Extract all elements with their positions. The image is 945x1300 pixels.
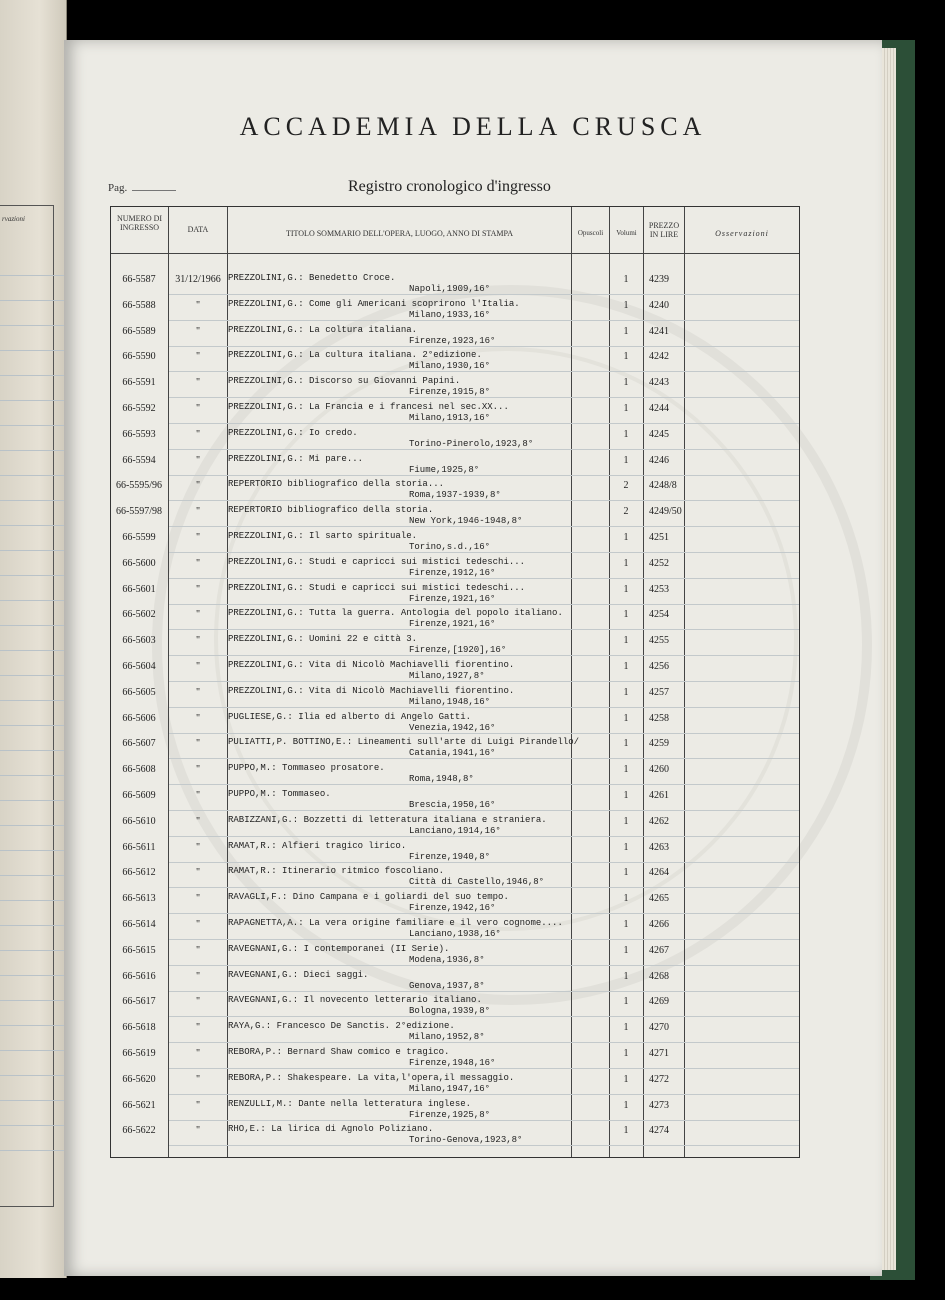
entry-title: REPERTORIO bibliografico della storia. xyxy=(228,505,434,516)
entry-date: " xyxy=(195,299,201,311)
register-entry xyxy=(111,630,799,656)
register-entry xyxy=(111,1069,799,1095)
register-entry xyxy=(111,991,799,1017)
entry-volumes: 1 xyxy=(623,1099,629,1111)
entry-place: Firenze,1925,8° xyxy=(409,1109,491,1120)
entry-date: " xyxy=(195,1125,201,1137)
entry-volumes: 1 xyxy=(623,377,629,389)
entry-volumes: 1 xyxy=(623,996,629,1008)
entry-date: " xyxy=(195,557,201,569)
entry-place: Brescia,1950,16° xyxy=(409,800,496,810)
entry-place: Torino-Pinerolo,1923,8° xyxy=(409,438,534,449)
entry-title: RENZULLI,M.: Dante nella letteratura inglese. xyxy=(228,1098,472,1109)
entry-date: " xyxy=(195,1048,201,1059)
entry-volumes: 1 xyxy=(623,1125,629,1137)
entry-number: 66-5601 xyxy=(122,583,156,595)
entry-price: 4255 xyxy=(649,635,669,647)
register-entry xyxy=(111,501,799,527)
entry-date: " xyxy=(195,893,201,905)
entry-number: 66-5621 xyxy=(122,1099,156,1111)
register-entry xyxy=(111,1017,799,1043)
entry-volumes: 1 xyxy=(623,815,629,827)
entry-title: RAVEGNANI,G.: Il novecento letterario italiano. xyxy=(228,995,482,1006)
entry-volumes: 1 xyxy=(623,351,629,363)
entry-number: 66-5612 xyxy=(122,867,156,879)
entry-title: PREZZOLINI,G.: Benedetto Croce. xyxy=(228,273,396,283)
entry-title: PREZZOLINI,G.: Come gli Americani scoprirono l'Italia. xyxy=(228,298,520,309)
entry-place: Bologna,1939,8° xyxy=(409,1006,491,1017)
register-entry xyxy=(111,346,799,372)
register-table xyxy=(110,206,800,1158)
entry-price: 4239 xyxy=(649,274,669,285)
entry-date: " xyxy=(195,480,201,492)
entry-price: 4257 xyxy=(649,686,669,698)
entry-title: REPERTORIO bibliografico della storia... xyxy=(228,479,445,490)
entry-date: " xyxy=(195,867,201,879)
register-title: Registro cronologico d'ingresso xyxy=(348,178,551,195)
entry-title: REBORA,P.: Shakespeare. La vita,l'opera,il messaggio. xyxy=(228,1072,515,1083)
entry-title: PREZZOLINI,G.: Mi pare... xyxy=(228,453,364,464)
entry-volumes: 1 xyxy=(623,661,629,672)
register-entry xyxy=(111,914,799,940)
entry-title: PREZZOLINI,G.: Uomini 22 e città 3. xyxy=(228,634,418,645)
entry-title: PUPPO,M.: Tommaseo prosatore. xyxy=(228,763,385,774)
entry-date: " xyxy=(195,970,201,982)
entry-volumes: 1 xyxy=(623,325,629,337)
entry-date: " xyxy=(195,351,201,363)
entry-volumes: 1 xyxy=(623,764,629,776)
entry-place: Roma,1948,8° xyxy=(409,774,474,785)
entry-number: 66-5605 xyxy=(122,686,156,698)
entry-price: 4269 xyxy=(649,996,669,1008)
entry-place: Lanciano,1914,16° xyxy=(409,825,501,836)
entry-volumes: 1 xyxy=(623,403,629,414)
entry-title: PREZZOLINI,G.: Studi e capricci sui mistici tedeschi... xyxy=(228,556,526,567)
entry-number: 66-5608 xyxy=(122,764,156,776)
entry-price: 4243 xyxy=(649,377,669,389)
entry-place: Milano,1913,16° xyxy=(409,413,491,423)
entry-place: Milano,1930,16° xyxy=(409,361,491,372)
entry-price: 4253 xyxy=(649,583,669,595)
column-header-opuscoli: Opuscoli xyxy=(577,229,604,237)
entry-place: Venezia,1942,16° xyxy=(409,722,496,733)
entry-price: 4273 xyxy=(649,1099,669,1111)
entry-place: Milano,1952,8° xyxy=(409,1032,485,1043)
entry-title: PREZZOLINI,G.: Discorso su Giovanni Papini. xyxy=(228,376,461,387)
entry-title: RABIZZANI,G.: Bozzetti di letteratura italiana e straniera. xyxy=(228,814,547,825)
entry-date: " xyxy=(195,1022,201,1034)
entry-number: 66-5593 xyxy=(122,428,156,440)
register-entry xyxy=(111,682,799,708)
register-entry xyxy=(111,398,799,424)
entry-number: 66-5602 xyxy=(122,609,156,621)
entry-number: 66-5619 xyxy=(122,1048,156,1059)
entry-number: 66-5622 xyxy=(122,1125,156,1137)
register-entry xyxy=(111,888,799,914)
register-entry xyxy=(111,321,799,347)
entry-place: Firenze,1923,16° xyxy=(409,335,496,346)
entry-price: 4251 xyxy=(649,532,669,543)
entry-number: 66-5599 xyxy=(122,532,156,543)
entry-title: RAPAGNETTA,A.: La vera origine familiare e il vero cognome.... xyxy=(228,918,563,928)
register-entry xyxy=(111,759,799,785)
entry-number: 66-5600 xyxy=(122,557,156,569)
column-header-osservazioni: Osservazioni xyxy=(715,229,769,238)
register-entry xyxy=(111,1095,799,1121)
entry-price: 4244 xyxy=(649,403,669,414)
entry-date: " xyxy=(195,919,201,930)
register-entry xyxy=(111,269,799,295)
entry-place: Firenze,1942,16° xyxy=(409,903,496,914)
register-entry xyxy=(111,940,799,966)
entry-number: 66-5614 xyxy=(122,919,156,930)
entry-volumes: 1 xyxy=(623,944,629,956)
entry-price: 4254 xyxy=(649,609,669,621)
page-number-line xyxy=(132,190,176,191)
register-page xyxy=(64,40,882,1276)
entry-price: 4248/8 xyxy=(649,480,677,492)
entry-number: 66-5611 xyxy=(122,841,156,853)
entry-volumes: 1 xyxy=(623,532,629,543)
entry-number: 66-5591 xyxy=(122,377,156,389)
entry-number: 66-5618 xyxy=(122,1022,156,1034)
left-page xyxy=(0,0,67,1278)
entry-number: 66-5616 xyxy=(122,970,156,982)
entry-volumes: 1 xyxy=(623,841,629,853)
entry-title: PREZZOLINI,G.: Vita di Nicolò Machiavelli fiorentino. xyxy=(228,685,515,696)
entry-date: " xyxy=(195,996,201,1008)
entry-place: Roma,1937-1939,8° xyxy=(409,490,501,501)
column-header-titolo: TITOLO SOMMARIO DELL'OPERA, LUOGO, ANNO DI STAMPA xyxy=(285,229,514,238)
register-entry xyxy=(111,372,799,398)
entry-price: 4249/50 xyxy=(649,506,682,518)
register-entry xyxy=(111,837,799,863)
entry-title: REBORA,P.: Bernard Shaw comico e tragico. xyxy=(228,1047,450,1057)
register-entry xyxy=(111,733,799,759)
entry-place: Torino-Genova,1923,8° xyxy=(409,1135,523,1146)
entry-place: Fiume,1925,8° xyxy=(409,464,480,475)
register-entry xyxy=(111,475,799,501)
entry-price: 4262 xyxy=(649,815,669,827)
entry-place: Firenze,1921,16° xyxy=(409,593,496,604)
entry-title: PREZZOLINI,G.: Studi e capricci sui mistici tedeschi... xyxy=(228,582,526,593)
entry-price: 4263 xyxy=(649,841,669,853)
entry-place: Lanciano,1938,16° xyxy=(409,929,501,939)
entry-price: 4261 xyxy=(649,790,669,801)
entry-number: 66-5590 xyxy=(122,351,156,363)
entry-title: RAVEGNANI,G.: I contemporanei (II Serie). xyxy=(228,943,450,954)
register-entry xyxy=(111,656,799,682)
entry-price: 4245 xyxy=(649,428,669,440)
entry-volumes: 1 xyxy=(623,686,629,698)
entry-date: " xyxy=(195,841,201,853)
entry-price: 4264 xyxy=(649,867,669,879)
entry-volumes: 1 xyxy=(623,454,629,466)
entry-number: 66-5594 xyxy=(122,454,156,466)
entry-number: 66-5588 xyxy=(122,299,156,311)
entry-date: " xyxy=(195,403,201,414)
entry-title: PREZZOLINI,G.: Il sarto spirituale. xyxy=(228,531,418,541)
entry-volumes: 1 xyxy=(623,557,629,569)
entry-number: 66-5615 xyxy=(122,944,156,956)
entry-place: Città di Castello,1946,8° xyxy=(409,877,545,888)
page-label: Pag. xyxy=(108,182,128,194)
entry-date: " xyxy=(195,1099,201,1111)
entry-place: Modena,1936,8° xyxy=(409,954,485,965)
entry-volumes: 1 xyxy=(623,274,629,285)
entry-title: RAMAT,R.: Alfieri tragico lirico. xyxy=(228,840,407,851)
column-header-data: DATA xyxy=(187,225,209,234)
entry-date: " xyxy=(195,583,201,595)
entry-title: PULIATTI,P. BOTTINO,E.: Lineamenti sull'arte di Luigi Pirandello/ xyxy=(228,737,580,748)
register-entry xyxy=(111,862,799,888)
entry-date: " xyxy=(195,428,201,440)
register-entry xyxy=(111,450,799,476)
entry-volumes: 1 xyxy=(623,970,629,982)
entry-price: 4252 xyxy=(649,557,669,569)
entry-price: 4271 xyxy=(649,1048,669,1059)
entry-number: 66-5610 xyxy=(122,815,156,827)
entry-title: PUGLIESE,G.: Ilia ed alberto di Angelo Gatti. xyxy=(228,711,472,722)
entry-place: New York,1946-1948,8° xyxy=(409,516,523,527)
entry-date: " xyxy=(195,609,201,621)
entry-title: RAVAGLI,F.: Dino Campana e i goliardi del suo tempo. xyxy=(228,892,509,903)
entry-title: PREZZOLINI,G.: La Francia e i francesi nel sec.XX... xyxy=(228,402,509,412)
entry-volumes: 2 xyxy=(623,480,629,492)
entry-price: 4270 xyxy=(649,1022,669,1034)
entry-volumes: 1 xyxy=(623,1048,629,1059)
register-entry xyxy=(111,579,799,605)
entry-price: 4256 xyxy=(649,661,669,672)
entry-place: Firenze,1948,16° xyxy=(409,1058,496,1068)
entry-price: 4272 xyxy=(649,1073,669,1085)
entry-price: 4246 xyxy=(649,454,669,466)
entry-place: Napoli,1909,16° xyxy=(409,284,491,294)
entry-place: Firenze,1912,16° xyxy=(409,567,496,578)
column-header-prezzo: PREZZO IN LIRE xyxy=(648,221,680,239)
entry-number: 66-5606 xyxy=(122,712,156,724)
entry-number: 66-5592 xyxy=(122,403,156,414)
entry-price: 4240 xyxy=(649,299,669,311)
entry-number: 66-5617 xyxy=(122,996,156,1008)
entry-place: Milano,1947,16° xyxy=(409,1083,491,1094)
column-header-volumi: Volumi xyxy=(616,229,637,237)
entry-title: PREZZOLINI,G.: Vita di Nicolò Machiavelli fiorentino. xyxy=(228,660,515,670)
register-entry xyxy=(111,527,799,553)
entry-volumes: 1 xyxy=(623,790,629,801)
entry-place: Firenze,1940,8° xyxy=(409,851,491,862)
entry-date: " xyxy=(195,712,201,724)
entry-place: Genova,1937,8° xyxy=(409,980,485,991)
entry-date: " xyxy=(195,790,201,801)
entry-price: 4266 xyxy=(649,919,669,930)
entry-title: RAMAT,R.: Itinerario ritmico foscoliano. xyxy=(228,866,445,877)
academy-title: ACCADEMIA DELLA CRUSCA xyxy=(239,112,707,141)
register-entry xyxy=(111,785,799,811)
entry-title: RAYA,G.: Francesco De Sanctis. 2°edizione. xyxy=(228,1021,455,1032)
register-entry xyxy=(111,708,799,734)
register-entry xyxy=(111,1120,799,1146)
entry-date: 31/12/1966 xyxy=(175,274,221,285)
entry-price: 4265 xyxy=(649,893,669,905)
entry-number: 66-5603 xyxy=(122,635,156,647)
entry-volumes: 1 xyxy=(623,299,629,311)
register-entry xyxy=(111,553,799,579)
entry-date: " xyxy=(195,325,201,337)
entry-price: 4241 xyxy=(649,325,669,337)
entry-date: " xyxy=(195,635,201,647)
register-entry xyxy=(111,811,799,837)
column-header-numero: NUMERO DI INGRESSO xyxy=(116,214,163,232)
register-entry xyxy=(111,966,799,992)
entry-date: " xyxy=(195,944,201,956)
entry-date: " xyxy=(195,1073,201,1085)
entry-date: " xyxy=(195,454,201,466)
entry-place: Firenze,1915,8° xyxy=(409,387,491,398)
entry-number: 66-5589 xyxy=(122,325,156,337)
entry-volumes: 1 xyxy=(623,1073,629,1085)
entry-place: Milano,1948,16° xyxy=(409,696,491,707)
entry-title: RHO,E.: La lirica di Agnolo Poliziano. xyxy=(228,1124,434,1135)
entry-volumes: 1 xyxy=(623,609,629,621)
entry-price: 4267 xyxy=(649,944,669,956)
entry-price: 4242 xyxy=(649,351,669,363)
entry-title: PREZZOLINI,G.: Io credo. xyxy=(228,427,358,438)
entry-volumes: 1 xyxy=(623,635,629,647)
entry-number: 66-5607 xyxy=(122,738,156,750)
entry-volumes: 1 xyxy=(623,712,629,724)
entry-price: 4259 xyxy=(649,738,669,750)
register-entry xyxy=(111,424,799,450)
entry-date: " xyxy=(195,815,201,827)
entry-price: 4260 xyxy=(649,764,669,776)
entry-volumes: 1 xyxy=(623,867,629,879)
entry-number: 66-5604 xyxy=(122,661,156,672)
entry-volumes: 1 xyxy=(623,738,629,750)
entry-date: " xyxy=(195,377,201,389)
register-entry xyxy=(111,295,799,321)
entry-place: Torino,s.d.,16° xyxy=(409,542,491,552)
entry-title: RAVEGNANI,G.: Dieci saggi. xyxy=(228,969,369,980)
entry-place: Milano,1927,8° xyxy=(409,671,485,681)
entry-volumes: 1 xyxy=(623,919,629,930)
entry-title: PUPPO,M.: Tommaseo. xyxy=(228,789,331,799)
entry-date: " xyxy=(195,686,201,698)
register-entry xyxy=(111,1043,799,1069)
entry-volumes: 2 xyxy=(623,506,629,518)
entry-date: " xyxy=(195,661,201,672)
entry-date: " xyxy=(195,506,201,518)
register-entry xyxy=(111,604,799,630)
entry-date: " xyxy=(195,532,201,543)
entry-place: Milano,1933,16° xyxy=(409,309,491,320)
entry-place: Catania,1941,16° xyxy=(409,748,496,759)
entry-title: PREZZOLINI,G.: La coltura italiana. xyxy=(228,324,418,335)
left-page-table xyxy=(0,205,54,1207)
entry-date: " xyxy=(195,764,201,776)
entry-title: PREZZOLINI,G.: La cultura italiana. 2°edizione. xyxy=(228,350,482,361)
entry-place: Firenze,[1920],16° xyxy=(409,645,507,656)
entry-title: PREZZOLINI,G.: Tutta la guerra. Antologia del popolo italiano. xyxy=(228,608,563,619)
entry-price: 4268 xyxy=(649,970,669,982)
entry-price: 4258 xyxy=(649,712,669,724)
entry-volumes: 1 xyxy=(623,428,629,440)
left-page-heading: rvazioni xyxy=(2,215,25,223)
entry-number: 66-5595/96 xyxy=(115,480,163,492)
entry-number: 66-5620 xyxy=(122,1073,156,1085)
entry-number: 66-5613 xyxy=(122,893,156,905)
entry-number: 66-5609 xyxy=(122,790,156,801)
entry-number: 66-5597/98 xyxy=(115,506,163,518)
entry-volumes: 1 xyxy=(623,893,629,905)
entry-number: 66-5587 xyxy=(122,274,156,285)
entry-place: Firenze,1921,16° xyxy=(409,619,496,630)
entry-volumes: 1 xyxy=(623,583,629,595)
entry-date: " xyxy=(195,738,201,750)
entry-price: 4274 xyxy=(649,1125,669,1137)
entry-volumes: 1 xyxy=(623,1022,629,1034)
